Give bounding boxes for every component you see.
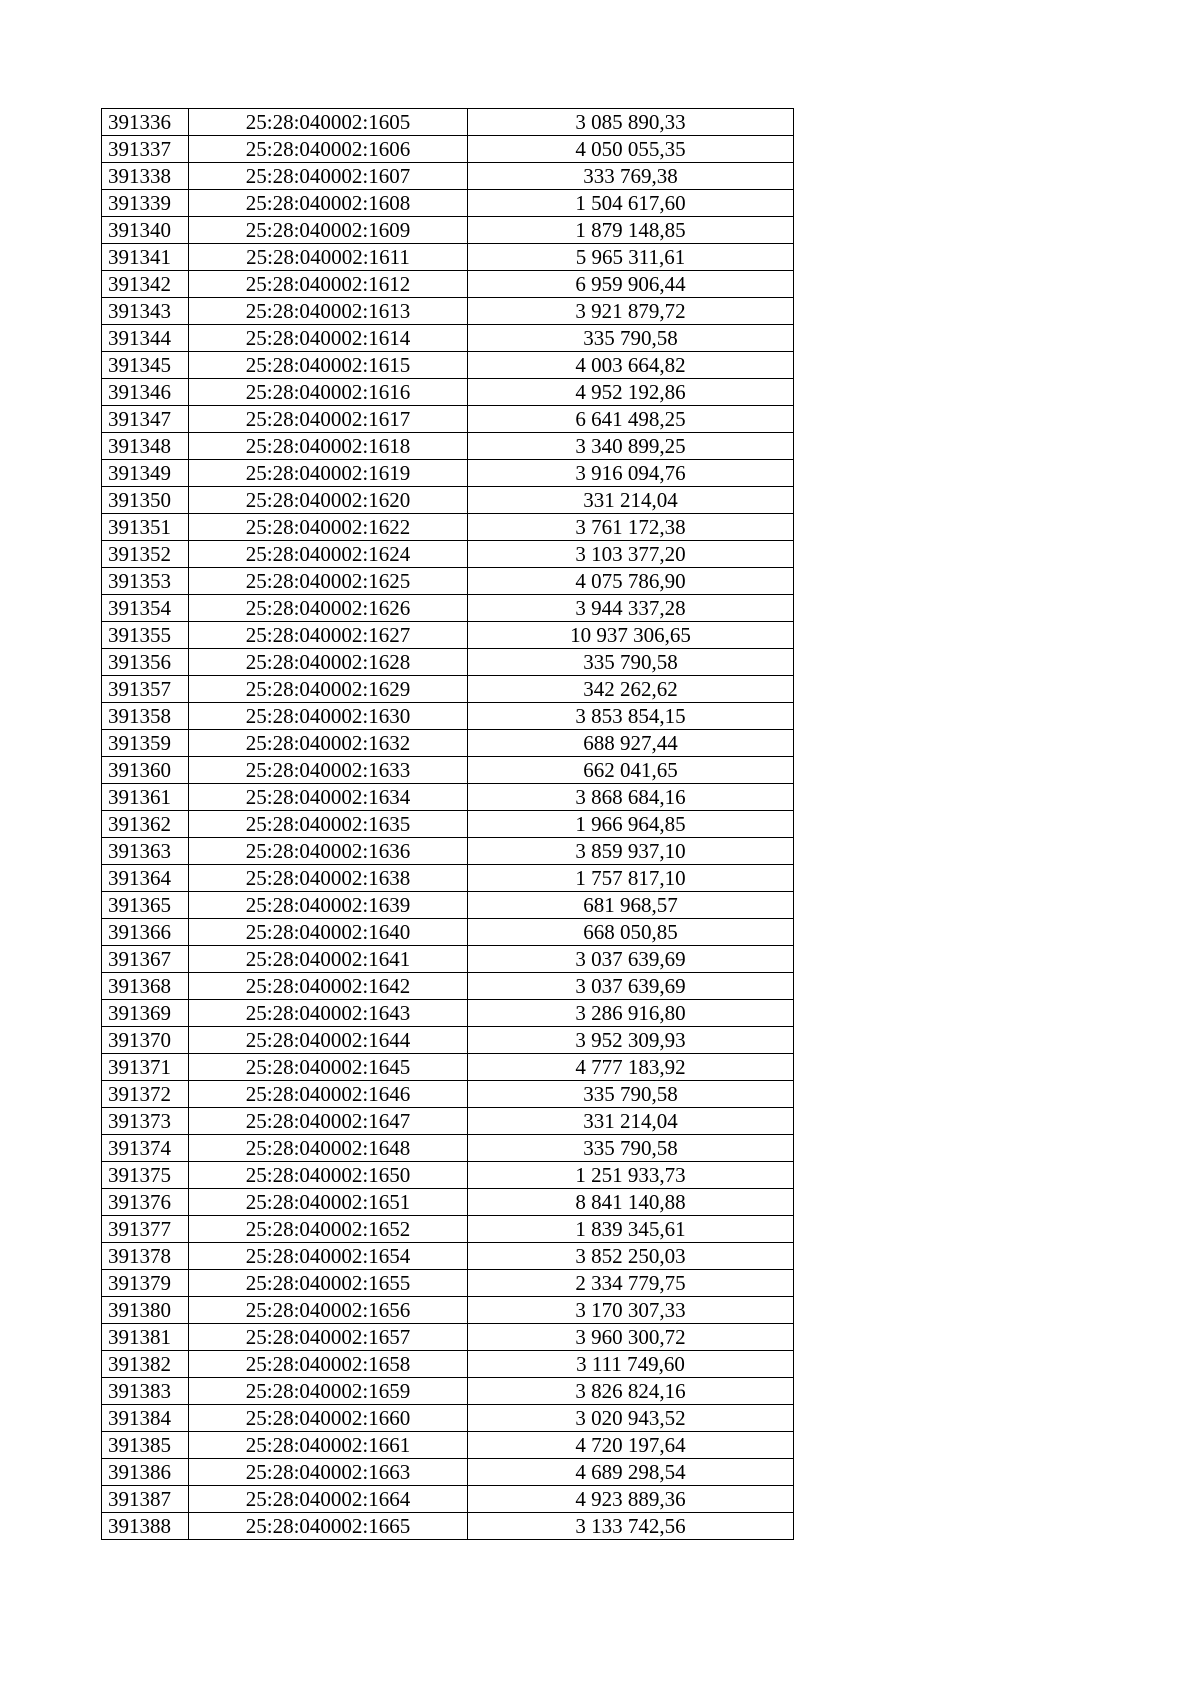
cadastral-value-cell: 4 689 298,54 <box>468 1459 794 1486</box>
table-row <box>102 298 794 325</box>
row-number-cell: 391370 <box>102 1027 189 1054</box>
table-row <box>102 703 794 730</box>
cadastral-number-cell: 25:28:040002:1616 <box>189 379 468 406</box>
table-row <box>102 1297 794 1324</box>
cadastral-value-cell: 3 037 639,69 <box>468 973 794 1000</box>
table-row <box>102 838 794 865</box>
cadastral-number-cell: 25:28:040002:1617 <box>189 406 468 433</box>
table-row <box>102 1216 794 1243</box>
cadastral-number-cell: 25:28:040002:1628 <box>189 649 468 676</box>
row-number-cell: 391351 <box>102 514 189 541</box>
cadastral-value-cell: 681 968,57 <box>468 892 794 919</box>
cadastral-value-cell: 3 133 742,56 <box>468 1513 794 1540</box>
cadastral-number-cell: 25:28:040002:1630 <box>189 703 468 730</box>
row-number-cell: 391358 <box>102 703 189 730</box>
table-row <box>102 1432 794 1459</box>
table-row <box>102 649 794 676</box>
cadastral-number-cell: 25:28:040002:1663 <box>189 1459 468 1486</box>
table-row <box>102 1405 794 1432</box>
row-number-cell: 391354 <box>102 595 189 622</box>
row-number-cell: 391380 <box>102 1297 189 1324</box>
cadastral-value-cell: 335 790,58 <box>468 649 794 676</box>
cadastral-number-cell: 25:28:040002:1640 <box>189 919 468 946</box>
row-number-cell: 391378 <box>102 1243 189 1270</box>
row-number-cell: 391387 <box>102 1486 189 1513</box>
cadastral-value-cell: 4 777 183,92 <box>468 1054 794 1081</box>
cadastral-number-cell: 25:28:040002:1661 <box>189 1432 468 1459</box>
cadastral-value-cell: 6 959 906,44 <box>468 271 794 298</box>
cadastral-value-cell: 1 839 345,61 <box>468 1216 794 1243</box>
cadastral-number-cell: 25:28:040002:1635 <box>189 811 468 838</box>
table-row <box>102 1135 794 1162</box>
row-number-cell: 391381 <box>102 1324 189 1351</box>
cadastral-number-cell: 25:28:040002:1643 <box>189 1000 468 1027</box>
row-number-cell: 391366 <box>102 919 189 946</box>
cadastral-value-cell: 3 085 890,33 <box>468 109 794 136</box>
table-row <box>102 1324 794 1351</box>
row-number-cell: 391339 <box>102 190 189 217</box>
table-row <box>102 1054 794 1081</box>
cadastral-value-cell: 662 041,65 <box>468 757 794 784</box>
cadastral-value-cell: 4 075 786,90 <box>468 568 794 595</box>
cadastral-value-cell: 333 769,38 <box>468 163 794 190</box>
cadastral-value-cell: 3 037 639,69 <box>468 946 794 973</box>
table-row <box>102 1243 794 1270</box>
row-number-cell: 391373 <box>102 1108 189 1135</box>
row-number-cell: 391375 <box>102 1162 189 1189</box>
cadastral-number-cell: 25:28:040002:1647 <box>189 1108 468 1135</box>
cadastral-value-cell: 2 334 779,75 <box>468 1270 794 1297</box>
cadastral-number-cell: 25:28:040002:1645 <box>189 1054 468 1081</box>
cadastral-value-cell: 6 641 498,25 <box>468 406 794 433</box>
cadastral-value-cell: 3 868 684,16 <box>468 784 794 811</box>
row-number-cell: 391376 <box>102 1189 189 1216</box>
cadastral-value-cell: 3 286 916,80 <box>468 1000 794 1027</box>
row-number-cell: 391350 <box>102 487 189 514</box>
cadastral-number-cell: 25:28:040002:1632 <box>189 730 468 757</box>
table-body <box>102 109 794 1540</box>
table-row <box>102 1513 794 1540</box>
table-row <box>102 1108 794 1135</box>
cadastral-value-cell: 668 050,85 <box>468 919 794 946</box>
table-row <box>102 811 794 838</box>
cadastral-number-cell: 25:28:040002:1655 <box>189 1270 468 1297</box>
table-row <box>102 1351 794 1378</box>
cadastral-value-cell: 10 937 306,65 <box>468 622 794 649</box>
cadastral-number-cell: 25:28:040002:1646 <box>189 1081 468 1108</box>
table-row <box>102 514 794 541</box>
row-number-cell: 391377 <box>102 1216 189 1243</box>
cadastral-value-cell: 4 923 889,36 <box>468 1486 794 1513</box>
cadastral-value-cell: 1 879 148,85 <box>468 217 794 244</box>
cadastral-value-cell: 4 720 197,64 <box>468 1432 794 1459</box>
cadastral-value-cell: 1 966 964,85 <box>468 811 794 838</box>
cadastral-number-cell: 25:28:040002:1627 <box>189 622 468 649</box>
cadastral-value-cell: 335 790,58 <box>468 325 794 352</box>
cadastral-number-cell: 25:28:040002:1619 <box>189 460 468 487</box>
cadastral-value-cell: 3 020 943,52 <box>468 1405 794 1432</box>
cadastral-number-cell: 25:28:040002:1650 <box>189 1162 468 1189</box>
row-number-cell: 391364 <box>102 865 189 892</box>
cadastral-number-cell: 25:28:040002:1657 <box>189 1324 468 1351</box>
row-number-cell: 391382 <box>102 1351 189 1378</box>
row-number-cell: 391362 <box>102 811 189 838</box>
row-number-cell: 391360 <box>102 757 189 784</box>
cadastral-number-cell: 25:28:040002:1660 <box>189 1405 468 1432</box>
table-row <box>102 487 794 514</box>
table-row <box>102 1486 794 1513</box>
cadastral-number-cell: 25:28:040002:1607 <box>189 163 468 190</box>
cadastral-number-cell: 25:28:040002:1641 <box>189 946 468 973</box>
table-row <box>102 595 794 622</box>
cadastral-number-cell: 25:28:040002:1611 <box>189 244 468 271</box>
row-number-cell: 391374 <box>102 1135 189 1162</box>
cadastral-value-cell: 3 340 899,25 <box>468 433 794 460</box>
row-number-cell: 391371 <box>102 1054 189 1081</box>
cadastral-number-cell: 25:28:040002:1625 <box>189 568 468 595</box>
table-row <box>102 1081 794 1108</box>
table-row <box>102 1459 794 1486</box>
table-row <box>102 568 794 595</box>
cadastral-value-cell: 3 859 937,10 <box>468 838 794 865</box>
cadastral-number-cell: 25:28:040002:1654 <box>189 1243 468 1270</box>
row-number-cell: 391341 <box>102 244 189 271</box>
cadastral-value-cell: 3 852 250,03 <box>468 1243 794 1270</box>
table-row <box>102 1270 794 1297</box>
row-number-cell: 391357 <box>102 676 189 703</box>
cadastral-value-cell: 3 826 824,16 <box>468 1378 794 1405</box>
cadastral-value-cell: 3 916 094,76 <box>468 460 794 487</box>
cadastral-number-cell: 25:28:040002:1620 <box>189 487 468 514</box>
table-row <box>102 676 794 703</box>
cadastral-value-cell: 1 504 617,60 <box>468 190 794 217</box>
cadastral-value-cell: 331 214,04 <box>468 487 794 514</box>
table-row <box>102 325 794 352</box>
row-number-cell: 391385 <box>102 1432 189 1459</box>
cadastral-value-cell: 3 944 337,28 <box>468 595 794 622</box>
table-row <box>102 1027 794 1054</box>
cadastral-number-cell: 25:28:040002:1608 <box>189 190 468 217</box>
cadastral-number-cell: 25:28:040002:1618 <box>189 433 468 460</box>
row-number-cell: 391369 <box>102 1000 189 1027</box>
cadastral-value-cell: 5 965 311,61 <box>468 244 794 271</box>
row-number-cell: 391363 <box>102 838 189 865</box>
cadastral-number-cell: 25:28:040002:1638 <box>189 865 468 892</box>
row-number-cell: 391342 <box>102 271 189 298</box>
row-number-cell: 391343 <box>102 298 189 325</box>
row-number-cell: 391348 <box>102 433 189 460</box>
cadastral-value-cell: 3 960 300,72 <box>468 1324 794 1351</box>
cadastral-number-cell: 25:28:040002:1636 <box>189 838 468 865</box>
cadastral-value-table <box>101 108 794 1540</box>
cadastral-number-cell: 25:28:040002:1658 <box>189 1351 468 1378</box>
cadastral-number-cell: 25:28:040002:1659 <box>189 1378 468 1405</box>
cadastral-number-cell: 25:28:040002:1642 <box>189 973 468 1000</box>
cadastral-value-cell: 331 214,04 <box>468 1108 794 1135</box>
cadastral-number-cell: 25:28:040002:1605 <box>189 109 468 136</box>
cadastral-number-cell: 25:28:040002:1626 <box>189 595 468 622</box>
table-row <box>102 730 794 757</box>
row-number-cell: 391352 <box>102 541 189 568</box>
cadastral-value-cell: 342 262,62 <box>468 676 794 703</box>
cadastral-value-cell: 4 050 055,35 <box>468 136 794 163</box>
table-row <box>102 622 794 649</box>
cadastral-number-cell: 25:28:040002:1613 <box>189 298 468 325</box>
cadastral-value-cell: 335 790,58 <box>468 1081 794 1108</box>
table-row <box>102 1000 794 1027</box>
row-number-cell: 391347 <box>102 406 189 433</box>
table-row <box>102 109 794 136</box>
table-row <box>102 217 794 244</box>
table-row <box>102 892 794 919</box>
table-row <box>102 379 794 406</box>
cadastral-number-cell: 25:28:040002:1651 <box>189 1189 468 1216</box>
cadastral-value-cell: 3 921 879,72 <box>468 298 794 325</box>
table-row <box>102 460 794 487</box>
table-row <box>102 919 794 946</box>
cadastral-value-cell: 688 927,44 <box>468 730 794 757</box>
table-row <box>102 757 794 784</box>
table-row <box>102 541 794 568</box>
row-number-cell: 391356 <box>102 649 189 676</box>
row-number-cell: 391365 <box>102 892 189 919</box>
cadastral-value-cell: 3 103 377,20 <box>468 541 794 568</box>
row-number-cell: 391367 <box>102 946 189 973</box>
row-number-cell: 391368 <box>102 973 189 1000</box>
cadastral-value-cell: 3 761 172,38 <box>468 514 794 541</box>
table-row <box>102 136 794 163</box>
cadastral-value-cell: 8 841 140,88 <box>468 1189 794 1216</box>
row-number-cell: 391345 <box>102 352 189 379</box>
cadastral-number-cell: 25:28:040002:1614 <box>189 325 468 352</box>
table-row <box>102 1189 794 1216</box>
cadastral-value-cell: 3 111 749,60 <box>468 1351 794 1378</box>
cadastral-number-cell: 25:28:040002:1644 <box>189 1027 468 1054</box>
row-number-cell: 391361 <box>102 784 189 811</box>
cadastral-value-cell: 4 952 192,86 <box>468 379 794 406</box>
cadastral-number-cell: 25:28:040002:1624 <box>189 541 468 568</box>
table-row <box>102 973 794 1000</box>
cadastral-value-cell: 4 003 664,82 <box>468 352 794 379</box>
cadastral-number-cell: 25:28:040002:1639 <box>189 892 468 919</box>
row-number-cell: 391340 <box>102 217 189 244</box>
row-number-cell: 391355 <box>102 622 189 649</box>
cadastral-number-cell: 25:28:040002:1612 <box>189 271 468 298</box>
row-number-cell: 391384 <box>102 1405 189 1432</box>
table-row <box>102 352 794 379</box>
cadastral-number-cell: 25:28:040002:1665 <box>189 1513 468 1540</box>
table-row <box>102 1162 794 1189</box>
table-row <box>102 784 794 811</box>
row-number-cell: 391349 <box>102 460 189 487</box>
row-number-cell: 391383 <box>102 1378 189 1405</box>
cadastral-number-cell: 25:28:040002:1622 <box>189 514 468 541</box>
cadastral-value-cell: 1 251 933,73 <box>468 1162 794 1189</box>
table-row <box>102 244 794 271</box>
cadastral-number-cell: 25:28:040002:1633 <box>189 757 468 784</box>
cadastral-number-cell: 25:28:040002:1664 <box>189 1486 468 1513</box>
row-number-cell: 391336 <box>102 109 189 136</box>
table-row <box>102 1378 794 1405</box>
row-number-cell: 391337 <box>102 136 189 163</box>
row-number-cell: 391372 <box>102 1081 189 1108</box>
row-number-cell: 391338 <box>102 163 189 190</box>
cadastral-value-cell: 3 170 307,33 <box>468 1297 794 1324</box>
table-row <box>102 865 794 892</box>
row-number-cell: 391344 <box>102 325 189 352</box>
row-number-cell: 391353 <box>102 568 189 595</box>
cadastral-number-cell: 25:28:040002:1648 <box>189 1135 468 1162</box>
cadastral-number-cell: 25:28:040002:1609 <box>189 217 468 244</box>
cadastral-number-cell: 25:28:040002:1629 <box>189 676 468 703</box>
table-row <box>102 946 794 973</box>
row-number-cell: 391386 <box>102 1459 189 1486</box>
cadastral-value-cell: 3 952 309,93 <box>468 1027 794 1054</box>
cadastral-value-cell: 1 757 817,10 <box>468 865 794 892</box>
table-row <box>102 163 794 190</box>
cadastral-number-cell: 25:28:040002:1652 <box>189 1216 468 1243</box>
table-row <box>102 190 794 217</box>
cadastral-value-cell: 3 853 854,15 <box>468 703 794 730</box>
table-row <box>102 433 794 460</box>
table-row <box>102 406 794 433</box>
row-number-cell: 391379 <box>102 1270 189 1297</box>
cadastral-number-cell: 25:28:040002:1606 <box>189 136 468 163</box>
cadastral-number-cell: 25:28:040002:1615 <box>189 352 468 379</box>
table-row <box>102 271 794 298</box>
row-number-cell: 391359 <box>102 730 189 757</box>
cadastral-number-cell: 25:28:040002:1634 <box>189 784 468 811</box>
cadastral-value-cell: 335 790,58 <box>468 1135 794 1162</box>
cadastral-number-cell: 25:28:040002:1656 <box>189 1297 468 1324</box>
row-number-cell: 391346 <box>102 379 189 406</box>
row-number-cell: 391388 <box>102 1513 189 1540</box>
